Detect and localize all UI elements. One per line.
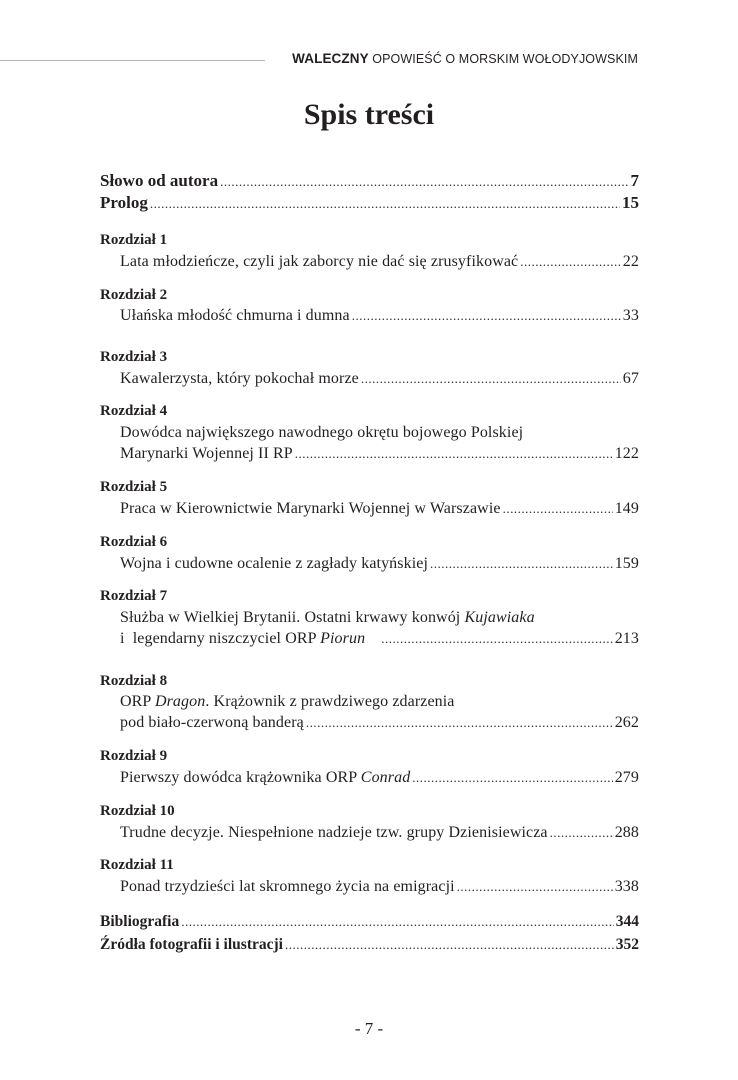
chapter-label-9: Rozdział 9	[100, 748, 168, 764]
dot-leader	[457, 878, 613, 896]
dot-leader	[220, 171, 628, 191]
toc-entry-text	[120, 769, 410, 787]
toc-page-number: 279	[614, 769, 639, 786]
toc-page-number: 338	[614, 878, 639, 895]
toc-page-number: 7	[630, 171, 639, 190]
toc-entry-label: Bibliografia	[100, 913, 180, 930]
dot-leader	[430, 555, 613, 573]
ship-name: Piorun	[320, 630, 366, 647]
dot-leader	[361, 370, 621, 388]
toc-entry-text: Marynarki Wojennej II RP	[120, 445, 293, 462]
ship-name: Dragon	[154, 693, 206, 710]
chapter-label-8: Rozdział 8	[100, 673, 168, 689]
chapter-label-7: Rozdział 7	[100, 588, 168, 604]
toc-entry-text-part: Pierwszy dowódca krążownika ORP	[120, 769, 357, 786]
toc-page-number: 159	[614, 555, 639, 572]
toc-page-number: 33	[622, 307, 639, 324]
toc-entry-line[interactable]	[120, 609, 535, 627]
toc-entry-chapter-6[interactable]	[120, 555, 639, 573]
dot-leader	[295, 445, 613, 463]
toc-page-number: 22	[622, 253, 639, 270]
toc-entry-foreword[interactable]	[100, 171, 639, 191]
toc-entry-text: Ponad trzydzieści lat skromnego życia na emigracji	[120, 878, 455, 895]
chapter-label-3: Rozdział 3	[100, 349, 168, 365]
toc-entry-chapter-2[interactable]	[120, 307, 639, 325]
ship-name: Kujawiaka	[464, 609, 535, 626]
dot-leader	[381, 630, 613, 648]
running-head-title: WALECZNY	[292, 51, 369, 66]
chapter-label-6: Rozdział 6	[100, 534, 168, 550]
dot-leader	[550, 824, 613, 842]
dot-leader	[412, 769, 612, 787]
dot-leader	[520, 253, 621, 271]
toc-entry-image-sources[interactable]	[100, 936, 639, 954]
toc-entry-text: Wojna i cudowne ocalenie z zagłady katyńskiej	[120, 555, 428, 572]
chapter-label-1: Rozdział 1	[100, 232, 168, 248]
chapter-label-4: Rozdział 4	[100, 403, 168, 419]
running-head	[292, 51, 638, 66]
toc-entry-text: Służba w Wielkiej Brytanii. Ostatni krwawy konwój	[120, 609, 461, 626]
header-rule	[0, 60, 265, 61]
toc-entry-text: Praca w Kierownictwie Marynarki Wojennej w Warszawie	[120, 500, 501, 517]
page-number: - 7 -	[354, 1019, 384, 1038]
toc-entry-chapter-3[interactable]	[120, 370, 639, 388]
running-head-subtitle: OPOWIEŚĆ O MORSKIM WOŁODYJOWSKIM	[372, 52, 638, 66]
toc-page-number: 122	[614, 445, 639, 462]
toc-entry-line[interactable]: Dowódca największego nawodnego okrętu bojowego Polskiej	[120, 424, 524, 441]
toc-entry-label: Źródła fotografii i ilustracji	[100, 936, 283, 953]
toc-entry-text: Kawalerzysta, który pokochał morze	[120, 370, 359, 387]
toc-entry-chapter-7[interactable]	[120, 630, 639, 648]
toc-entry-label: Prolog	[100, 193, 148, 212]
toc-entry-prologue[interactable]	[100, 193, 639, 213]
toc-entry-chapter-10[interactable]	[120, 824, 639, 842]
ship-name: Conrad	[360, 769, 411, 786]
toc-page-number: 344	[615, 913, 639, 930]
toc-page-number: 149	[614, 500, 639, 517]
toc-entry-chapter-1[interactable]	[120, 253, 639, 271]
dot-leader	[503, 500, 613, 518]
toc-entry-text: Trudne decyzje. Niespełnione nadzieje tzw. grupy Dzienisiewicza	[120, 824, 548, 841]
toc-entry-label: Słowo od autora	[100, 171, 219, 190]
dot-leader	[306, 714, 613, 732]
page-title: Spis treści	[303, 98, 435, 131]
dot-leader	[352, 307, 621, 325]
chapter-label-11: Rozdział 11	[100, 857, 174, 873]
dot-leader	[181, 913, 614, 931]
toc-entry-text: ORP	[120, 693, 151, 710]
toc-entry-text	[120, 630, 365, 648]
toc-page-number: 262	[614, 714, 639, 731]
toc-entry-text: Ułańska młodość chmurna i dumna	[120, 307, 350, 324]
toc-entry-text: Lata młodzieńcze, czyli jak zaborcy nie dać się zrusyfikować	[120, 253, 519, 270]
toc-page-number: 15	[622, 193, 639, 212]
dot-leader	[150, 193, 620, 213]
toc-entry-chapter-9[interactable]	[120, 769, 639, 787]
dot-leader	[285, 936, 614, 954]
toc-page-number: 352	[615, 936, 639, 953]
chapter-label-10: Rozdział 10	[100, 803, 175, 819]
toc-entry-text: pod biało-czerwoną banderą	[120, 714, 304, 731]
toc-entry-text-part: i legendarny niszczyciel ORP	[120, 630, 317, 647]
toc-page-number: 213	[614, 630, 639, 647]
toc-entry-text: . Krążownik z prawdziwego zdarzenia	[205, 693, 455, 710]
toc-entry-bibliography[interactable]	[100, 913, 639, 931]
toc-entry-chapter-4[interactable]	[120, 445, 639, 463]
toc-page-number: 67	[622, 370, 639, 387]
toc-entry-chapter-5[interactable]	[120, 500, 639, 518]
toc-entry-line[interactable]	[120, 693, 455, 711]
chapter-label-5: Rozdział 5	[100, 479, 168, 495]
toc-page-number: 288	[614, 824, 639, 841]
chapter-label-2: Rozdział 2	[100, 287, 168, 303]
toc-entry-chapter-11[interactable]	[120, 878, 639, 896]
toc-entry-chapter-8[interactable]	[120, 714, 639, 732]
